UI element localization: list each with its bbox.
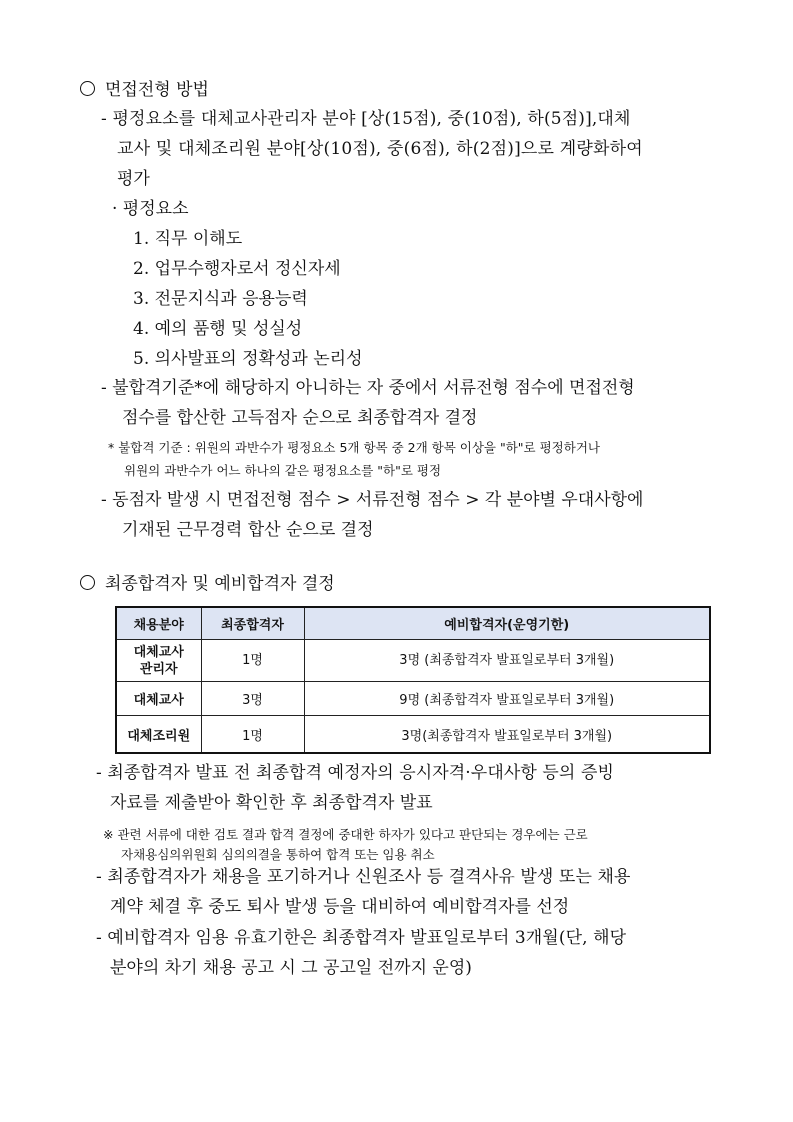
footnote: * 불합격 기준 : 위원의 과반수가 평정요소 5개 항목 중 2개 항목 이상을 "하"로 평정하거나 xyxy=(108,440,600,455)
reserve-cell: 3명 (최종합격자 발표일로부터 3개월) xyxy=(304,640,710,682)
final-count-cell: 1명 xyxy=(201,640,304,682)
reserve-cell: 9명 (최종합격자 발표일로부터 3개월) xyxy=(304,682,710,716)
list-item: 1. 직무 이해도 xyxy=(133,229,243,249)
section-heading-interview xyxy=(80,79,209,101)
list-item: 3. 전문지식과 응용능력 xyxy=(133,289,308,309)
circle-bullet-icon xyxy=(80,81,95,96)
table-header-row xyxy=(116,607,710,640)
bullet-text: 자료를 제출받아 확인한 후 최종합격자 발표 xyxy=(110,793,433,813)
bullet-text: - 최종합격자 발표 전 최종합격 예정자의 응시자격·우대사항 등의 증빙 xyxy=(96,763,614,783)
section-title: 최종합격자 및 예비합격자 결정 xyxy=(105,574,335,594)
sub-heading: · 평정요소 xyxy=(112,199,189,219)
bullet-text: 평가 xyxy=(117,169,150,189)
bullet-text: - 평정요소를 대체교사관리자 분야 [상(15점), 중(10점), 하(5점)],대체 xyxy=(101,109,631,129)
list-item: 5. 의사발표의 정확성과 논리성 xyxy=(133,349,363,369)
field-label-line: 대체교사 xyxy=(133,644,184,660)
column-header: 채용분야 xyxy=(116,607,201,640)
field-cell: 대체조리원 xyxy=(116,716,201,754)
bullet-text: 분야의 차기 채용 공고 시 그 공고일 전까지 운영) xyxy=(110,958,472,978)
result-table xyxy=(115,606,711,754)
final-count-cell: 1명 xyxy=(201,716,304,754)
table-row xyxy=(116,640,710,682)
bullet-text: 계약 체결 후 중도 퇴사 발생 등을 대비하여 예비합격자를 선정 xyxy=(110,897,570,917)
table-row xyxy=(116,716,710,754)
bullet-text: - 예비합격자 임용 유효기한은 최종합격자 발표일로부터 3개월(단, 해당 xyxy=(96,928,627,948)
bullet-text: - 불합격기준*에 해당하지 아니하는 자 중에서 서류전형 점수에 면접전형 xyxy=(101,378,635,398)
list-item: 2. 업무수행자로서 정신자세 xyxy=(133,259,341,279)
footnote: ※ 관련 서류에 대한 검토 결과 합격 결정에 중대한 하자가 있다고 판단되는 경우에는 근로 xyxy=(103,827,588,842)
table-row xyxy=(116,682,710,716)
section-heading-final xyxy=(80,573,335,595)
bullet-text: 교사 및 대체조리원 분야[상(10점), 중(6점), 하(2점)]으로 계량화하여 xyxy=(117,139,643,159)
reserve-cell: 3명(최종합격자 발표일로부터 3개월) xyxy=(304,716,710,754)
list-item: 4. 예의 품행 및 성실성 xyxy=(133,319,303,339)
column-header: 예비합격자(운영기한) xyxy=(304,607,710,640)
footnote: 위원의 과반수가 어느 하나의 같은 평정요소를 "하"로 평정 xyxy=(124,463,442,478)
bullet-text: - 동점자 발생 시 면접전형 점수 > 서류전형 점수 > 각 분야별 우대사항에 xyxy=(101,490,644,510)
field-label-line: 관리자 xyxy=(139,661,178,677)
bullet-text: 점수를 합산한 고득점자 순으로 최종합격자 결정 xyxy=(122,408,478,428)
field-cell xyxy=(116,640,201,682)
final-count-cell: 3명 xyxy=(201,682,304,716)
bullet-text: - 최종합격자가 채용을 포기하거나 신원조사 등 결격사유 발생 또는 채용 xyxy=(96,867,631,887)
bullet-text: 기재된 근무경력 합산 순으로 결정 xyxy=(122,520,374,540)
footnote: 자채용심의위원회 심의의결을 통하여 합격 또는 임용 취소 xyxy=(121,847,435,862)
circle-bullet-icon xyxy=(80,575,95,590)
column-header: 최종합격자 xyxy=(201,607,304,640)
section-title: 면접전형 방법 xyxy=(105,80,209,100)
field-cell: 대체교사 xyxy=(116,682,201,716)
